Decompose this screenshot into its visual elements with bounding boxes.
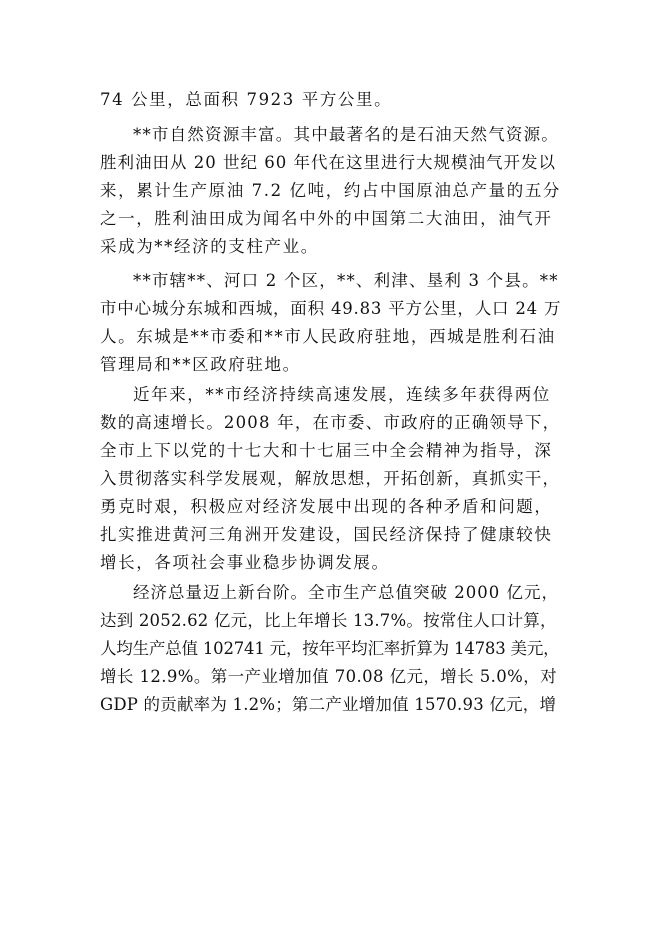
text-line: 增长，各项社会事业稳步协调发展。 — [100, 553, 390, 572]
text-line: GDP 的贡献率为 1.2%；第二产业增加值 1570.93 亿元，增 — [100, 695, 557, 714]
paragraph-first-line: 近年来，**市经济持续高速发展，连续多年获得两位 — [133, 385, 551, 404]
text-line: 之一，胜利油田成为闻名中外的中国第二大油田，油气开 — [100, 209, 553, 228]
text-line: 人。东城是**市委和**市人民政府驻地，西城是胜利石油 — [100, 327, 556, 346]
text-line: 全市上下以党的十七大和十七届三中全会精神为指导，深 — [100, 441, 553, 460]
text-line: 采成为**经济的支柱产业。 — [100, 237, 319, 256]
text-line: 扎实推进黄河三角洲开发建设，国民经济保持了健康较快 — [100, 525, 553, 544]
text-line: 达到 2052.62 亿元，比上年增长 13.7%。按常住人口计算， — [100, 611, 557, 630]
text-line: 入贯彻落实科学发展观，解放思想，开拓创新，真抓实干， — [100, 469, 561, 488]
text-line: 人均生产总值 102741 元，按年平均汇率折算为 14783 美元， — [100, 639, 560, 658]
text-line: 增长 12.9%。第一产业增加值 70.08 亿元，增长 5.0%，对 — [100, 667, 558, 686]
paragraph-first-line: **市自然资源丰富。其中最著名的是石油天然气资源。 — [133, 125, 559, 144]
paragraph-first-line: 经济总量迈上新台阶。全市生产总值突破 2000 亿元， — [133, 583, 559, 602]
text-line: 管理局和**区政府驻地。 — [100, 355, 301, 374]
paragraph-first-line: **市辖**、河口 2 个区，**、利津、垦利 3 个县。** — [133, 271, 559, 290]
text-line: 来，累计生产原油 7.2 亿吨，约占中国原油总产量的五分 — [100, 181, 562, 200]
text-line: 74 公里，总面积 7923 平方公里。 — [100, 90, 393, 109]
text-line: 胜利油田从 20 世纪 60 年代在这里进行大规模油气开发以 — [100, 153, 556, 172]
text-line: 市中心城分东城和西城，面积 49.83 平方公里，人口 24 万 — [100, 299, 562, 318]
text-line: 勇克时艰，积极应对经济发展中出现的各种矛盾和问题， — [100, 497, 553, 516]
text-line: 数的高速增长。2008 年，在市委、市政府的正确领导下， — [100, 413, 561, 432]
